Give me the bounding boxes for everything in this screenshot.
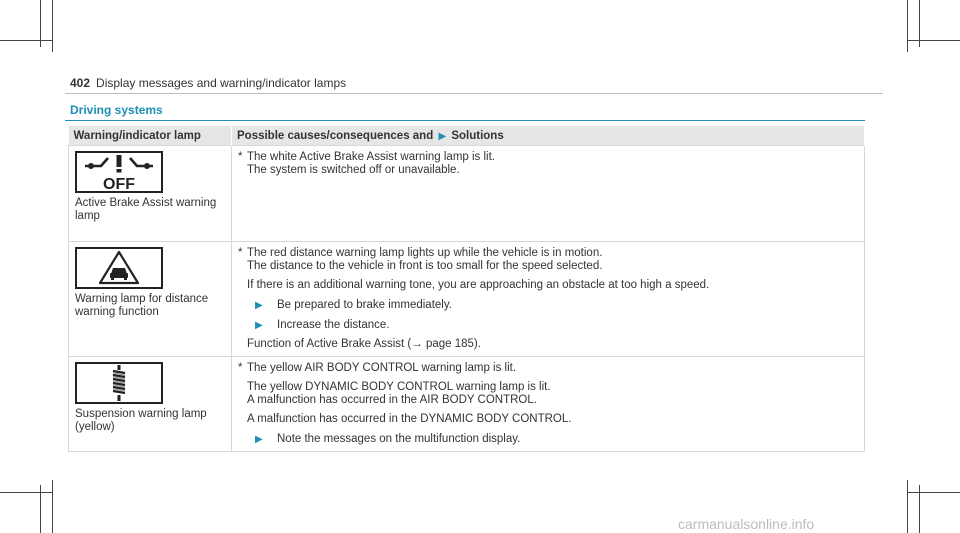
- crop-mark: [907, 480, 908, 533]
- warning-lamp-table: [68, 126, 865, 452]
- section-title: Driving systems: [70, 103, 163, 117]
- suspension-spring-icon: [75, 362, 163, 404]
- header-divider: [65, 93, 883, 94]
- cause-item: [238, 151, 858, 164]
- svg-text:OFF: OFF: [103, 176, 135, 191]
- consequence-text: A malfunction has occurred in the DYNAMIC BODY CONTROL.: [247, 413, 572, 425]
- cause-item: [238, 362, 858, 375]
- crop-mark: [52, 480, 53, 533]
- table-row: [69, 146, 865, 242]
- distance-warning-triangle-icon: [75, 247, 163, 289]
- consequence-text: If there is an additional warning tone, you are approaching an obstacle at too high a speed.: [247, 279, 710, 291]
- watermark: carmanualsonline.info: [678, 516, 815, 532]
- crop-mark: [52, 0, 53, 52]
- solution-arrow-icon: ▶: [255, 300, 263, 311]
- solution-item: [247, 299, 858, 312]
- solution-text: Increase the distance.: [277, 319, 390, 331]
- page-number: 402: [70, 76, 91, 90]
- crop-mark: [0, 492, 52, 493]
- solutions-header-text: Solutions: [451, 129, 504, 142]
- column-header-lamp: Warning/indicator lamp: [69, 126, 232, 146]
- bullet-marker: *: [238, 362, 243, 374]
- lamp-label: Active Brake Assist warning lamp: [75, 197, 217, 222]
- table-row: [69, 357, 865, 452]
- bullet-marker: *: [238, 151, 243, 163]
- table-row: [69, 242, 865, 357]
- section-divider: [65, 120, 865, 121]
- arrow-right-icon: →: [411, 338, 423, 350]
- lamp-label: Suspension warning lamp (yellow): [75, 408, 207, 433]
- causes-header-text: Possible causes/consequences and: [237, 129, 434, 142]
- page-header: [70, 76, 346, 90]
- column-header-causes: [232, 126, 865, 146]
- crop-mark: [907, 40, 960, 41]
- active-brake-assist-off-icon: [75, 151, 163, 193]
- crop-mark: [907, 492, 960, 493]
- table-header-row: [69, 126, 865, 146]
- consequence-text: The system is switched off or unavailable.: [247, 164, 460, 176]
- description-cell: [232, 242, 865, 357]
- cause-item: [238, 247, 858, 260]
- solution-text: Be prepared to brake immediately.: [277, 299, 452, 311]
- bullet-marker: *: [238, 247, 243, 259]
- description-cell: [232, 146, 865, 242]
- consequence-text: The yellow DYNAMIC BODY CONTROL warning lamp is lit.: [247, 381, 551, 393]
- lamp-cell: [69, 357, 232, 452]
- cause-text: The yellow AIR BODY CONTROL warning lamp is lit.: [247, 362, 517, 374]
- solution-arrow-icon: ▶: [255, 434, 263, 445]
- crop-mark: [907, 0, 908, 52]
- lamp-cell: [69, 242, 232, 357]
- page-link[interactable]: page 185).: [425, 338, 481, 350]
- lamp-label: Warning lamp for distance warning function: [75, 293, 209, 318]
- cross-reference: [247, 338, 858, 351]
- cross-reference-prefix: Function of Active Brake Assist (: [247, 338, 412, 350]
- cause-text: The red distance warning lamp lights up while the vehicle is in motion.: [247, 247, 603, 259]
- solution-item: [247, 433, 858, 446]
- solution-text: Note the messages on the multifunction display.: [277, 433, 521, 445]
- solution-item: [247, 319, 858, 332]
- solution-arrow-icon: ▶: [438, 130, 447, 142]
- cause-text: The white Active Brake Assist warning lamp is lit.: [247, 151, 495, 163]
- crop-mark: [0, 40, 52, 41]
- lamp-cell: [69, 146, 232, 242]
- page-header-title: Display messages and warning/indicator lamps: [96, 76, 347, 90]
- solution-arrow-icon: ▶: [255, 320, 263, 331]
- consequence-text: A malfunction has occurred in the AIR BODY CONTROL.: [247, 394, 537, 406]
- consequence-text: The distance to the vehicle in front is too small for the speed selected.: [247, 260, 603, 272]
- description-cell: [232, 357, 865, 452]
